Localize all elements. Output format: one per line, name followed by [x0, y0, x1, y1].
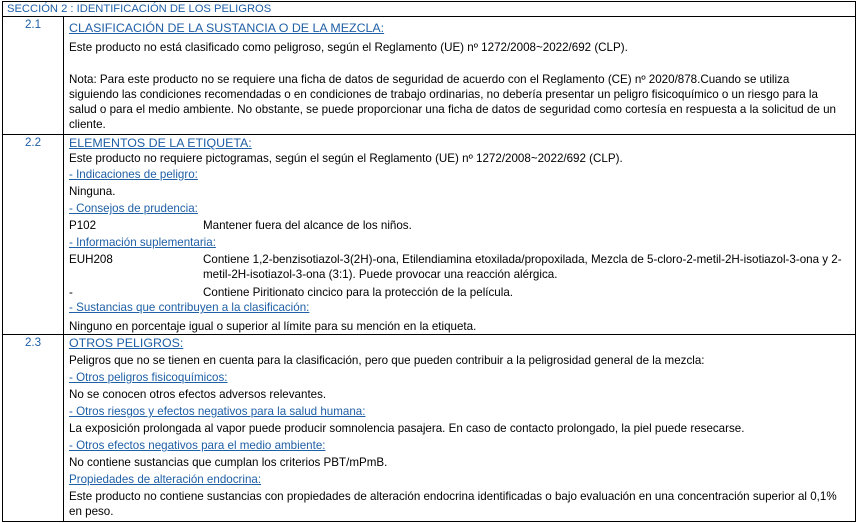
environment-title: - Otros efectos negativos para el medio ambiente:	[69, 439, 326, 452]
hazard-statements-text: Ninguna.	[69, 185, 116, 198]
precautionary-title: - Consejos de prudencia:	[69, 202, 198, 215]
row-number: 2.3	[3, 335, 64, 522]
precautionary-text: Mantener fuera del alcance de los niños.	[203, 219, 412, 232]
classification-note: Nota: Para este producto no se requiere una ficha de datos de seguridad de acuerdo con el Reglamento (CE) nº 2020/878.Cuando se utiliza siguiendo las condiciones recomendadas o en condiciones de trabajo ordinarias, no debería presentar un peligro fisicoquímico o un riesgo para la salud o para el medio ambiente. No obstante, se puede proporcionar una ficha de datos de seguridad como cortesía en respuesta a la solicitud de un cliente.	[69, 73, 836, 131]
supplementary-code-2: -	[69, 286, 73, 299]
health-title: - Otros riesgos y efectos negativos para la salud humana:	[69, 405, 366, 418]
sds-section-table	[2, 1, 856, 522]
supplementary-text-2: Contiene Piritionato cincico para la protección de la película.	[203, 286, 513, 299]
label-elements-text: Este producto no requiere pictogramas, según el según el Reglamento (UE) nº 1272/2008~2022/692 (CLP).	[69, 152, 623, 165]
physchem-title: - Otros peligros fisicoquímicos:	[69, 371, 228, 384]
endocrine-text: Este producto no contiene sustancias con propiedades de alteración endocrina identificadas o bajo evaluación en una concentración superior al 0,1% en peso.	[69, 490, 837, 518]
physchem-text: No se conocen otros efectos adversos relevantes.	[69, 388, 327, 401]
row-body	[65, 17, 855, 134]
row-body	[65, 335, 855, 522]
hazard-statements-title: - Indicaciones de peligro:	[69, 168, 198, 181]
row-number: 2.2	[3, 135, 64, 334]
supplementary-title: - Información suplementaria:	[69, 236, 216, 249]
heading-label-elements: ELEMENTOS DE LA ETIQUETA:	[69, 136, 252, 150]
row-2-1	[3, 17, 855, 135]
row-2-2	[3, 135, 855, 335]
contributing-substances-title: - Sustancias que contribuyen a la clasificación:	[69, 301, 310, 314]
environment-text: No contiene sustancias que cumplan los criterios PBT/mPmB.	[69, 456, 388, 469]
health-text: La exposición prolongada al vapor puede producir somnolencia pasajera. En caso de contacto prolongado, la piel puede resecarse.	[69, 422, 745, 435]
other-hazards-text: Peligros que no se tienen en cuenta para la clasificación, pero que pueden contribuir a la peligrosidad general de la mezcla:	[69, 354, 705, 367]
classification-text: Este producto no está clasificado como peligroso, según el Reglamento (UE) nº 1272/2008~2022/692 (CLP).	[69, 41, 628, 54]
section-title: SECCIÓN 2 : IDENTIFICACIÓN DE LOS PELIGROS	[3, 2, 855, 17]
endocrine-title: Propiedades de alteración endocrina:	[69, 473, 262, 486]
supplementary-code-1: EUH208	[69, 253, 113, 266]
row-body	[65, 135, 855, 334]
row-number: 2.1	[3, 17, 64, 134]
heading-other-hazards: OTROS PELIGROS:	[69, 336, 184, 350]
precautionary-code: P102	[69, 219, 97, 232]
supplementary-text-1: Contiene 1,2-benzisotiazol-3(2H)-ona, Etilendiamina etoxilada/propoxilada, Mezcla de 5-cloro-2-metil-2H-isotiazol-3-ona y 2-metil-2H-isotiazol-3-ona (3:1). Puede provocar una reacción alérgica.	[203, 253, 842, 281]
contributing-substances-text: Ninguno en porcentaje igual o superior al límite para su mención en la etiqueta.	[69, 320, 477, 333]
row-2-3	[3, 335, 855, 522]
heading-classification: CLASIFICACIÓN DE LA SUSTANCIA O DE LA MEZCLA:	[69, 21, 385, 35]
